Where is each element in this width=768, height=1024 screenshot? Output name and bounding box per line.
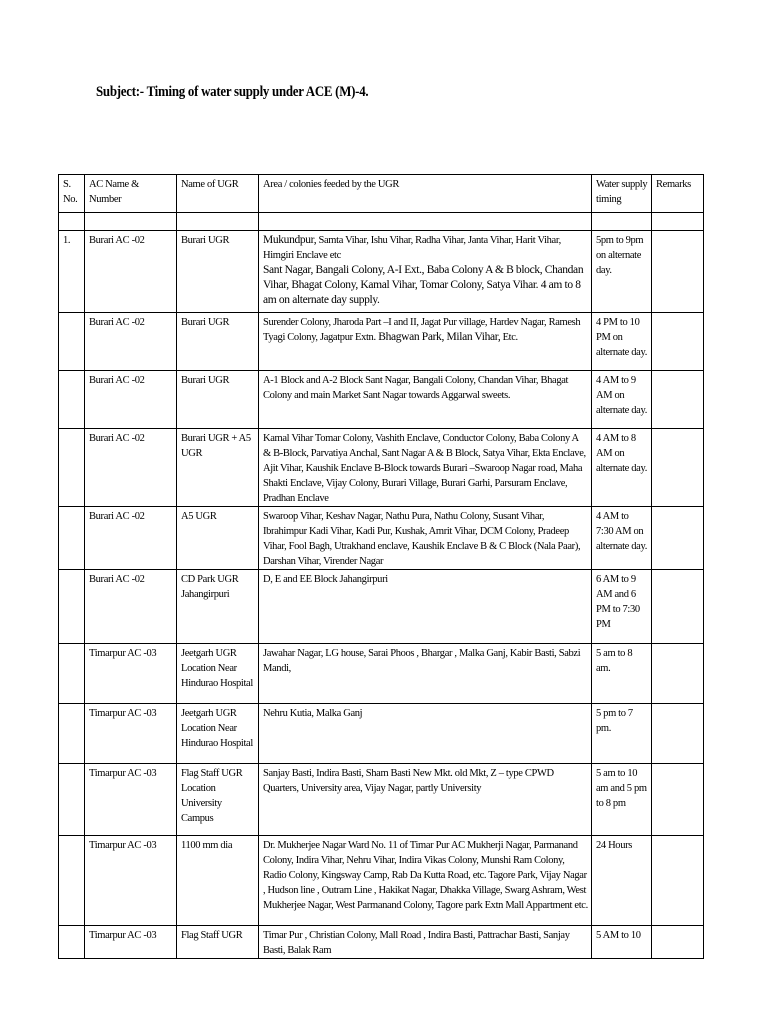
header-remarks: Remarks [652,175,704,213]
area-colonies: Sanjay Basti, Indira Basti, Sham Basti New Mkt. old Mkt, Z – type CPWD Quarters, University area, Vijay Nagar, partly University [259,764,592,836]
ac-name: Timarpur AC -03 [85,926,177,959]
supply-timing: 4 AM to 7:30 AM on alternate day. [592,507,652,570]
area-colonies: Swaroop Vihar, Keshav Nagar, Nathu Pura, Nathu Colony, Susant Vihar, Ibrahimpur Kadi Vihar, Kadi Pur, Kushak, Amrit Vihar, DCM Colony, Pradeep Vihar, Fool Bagh, Utrakhand enclave, Kaushik Enclave B & C Block (Nala Paar), Darshan Vihar, Virender Nagar [259,507,592,570]
remarks [652,926,704,959]
supply-timing: 5 pm to 7 pm. [592,704,652,764]
table-row [59,371,704,429]
remarks [652,570,704,644]
ugr-name: CD Park UGR Jahangirpuri [177,570,259,644]
header-ugr-name: Name of UGR [177,175,259,213]
ugr-name: Flag Staff UGR [177,926,259,959]
ugr-name: A5 UGR [177,507,259,570]
remarks [652,764,704,836]
remarks [652,429,704,507]
remarks [652,704,704,764]
area-colonies: Surender Colony, Jharoda Part –I and II, Jagat Pur village, Hardev Nagar, Ramesh Tyagi Colony, Jagatpur Extn. Bhagwan Park, Milan Vihar, Etc. [259,313,592,371]
ugr-name: 1100 mm dia [177,836,259,926]
spacer-row [59,213,704,231]
ugr-name: Burari UGR [177,231,259,313]
serial-number [59,644,85,704]
header-row [59,175,704,213]
supply-timing: 4 PM to 10 PM on alternate day. [592,313,652,371]
area-colonies: Kamal Vihar Tomar Colony, Vashith Enclave, Conductor Colony, Baba Colony A & B-Block, Parvatiya Anchal, Sant Nagar A & B Block, Satya Vihar, Ekta Enclave, Ajit Vihar, Kaushik Enclave B-Block towards Burari –Swaroop Nagar road, Maha Shakti Enclave, Vijay Colony, Burari Village, Burari Garhi, Parsuram Enclave, Pradhan Enclave [259,429,592,507]
supply-timing: 4 AM to 9 AM on alternate day. [592,371,652,429]
serial-number [59,704,85,764]
supply-timing: 5pm to 9pm on alternate day. [592,231,652,313]
table-row [59,313,704,371]
serial-number [59,507,85,570]
ac-name: Burari AC -02 [85,313,177,371]
area-colonies: Jawahar Nagar, LG house, Sarai Phoos , Bhargar , Malka Ganj, Kabir Basti, Sabzi Mandi, [259,644,592,704]
ac-name: Burari AC -02 [85,429,177,507]
ac-name: Timarpur AC -03 [85,704,177,764]
table-row [59,644,704,704]
ac-name: Timarpur AC -03 [85,644,177,704]
remarks [652,507,704,570]
serial-number: 1. [59,231,85,313]
water-supply-timing-table [58,174,704,959]
table-row [59,507,704,570]
serial-number [59,570,85,644]
ac-name: Burari AC -02 [85,371,177,429]
supply-timing: 5 AM to 10 [592,926,652,959]
table-row [59,926,704,959]
table-row [59,231,704,313]
area-colonies: Nehru Kutia, Malka Ganj [259,704,592,764]
serial-number [59,836,85,926]
ac-name: Timarpur AC -03 [85,836,177,926]
supply-timing: 5 am to 10 am and 5 pm to 8 pm [592,764,652,836]
ac-name: Timarpur AC -03 [85,764,177,836]
area-colonies: D, E and EE Block Jahangirpuri [259,570,592,644]
remarks [652,371,704,429]
ugr-name: Flag Staff UGR Location University Campus [177,764,259,836]
table-row [59,429,704,507]
table-row [59,764,704,836]
table-row [59,704,704,764]
remarks [652,644,704,704]
supply-timing: 5 am to 8 am. [592,644,652,704]
ac-name: Burari AC -02 [85,507,177,570]
table-row [59,836,704,926]
document-subject: Subject:- Timing of water supply under ACE (M)-4. [96,84,369,100]
ugr-name: Burari UGR + A5 UGR [177,429,259,507]
table-row [59,570,704,644]
ugr-name: Burari UGR [177,313,259,371]
serial-number [59,429,85,507]
remarks [652,231,704,313]
area-colonies: A-1 Block and A-2 Block Sant Nagar, Bangali Colony, Chandan Vihar, Bhagat Colony and main Market Sant Nagar towards Aggarwal sweets. [259,371,592,429]
supply-timing: 4 AM to 8 AM on alternate day. [592,429,652,507]
supply-timing: 6 AM to 9 AM and 6 PM to 7:30 PM [592,570,652,644]
header-timing: Water supply timing [592,175,652,213]
supply-timing: 24 Hours [592,836,652,926]
remarks [652,836,704,926]
serial-number [59,926,85,959]
area-colonies: Timar Pur , Christian Colony, Mall Road , Indira Basti, Pattrachar Basti, Sanjay Basti, Balak Ram [259,926,592,959]
serial-number [59,371,85,429]
ac-name: Burari AC -02 [85,570,177,644]
area-colonies: Dr. Mukherjee Nagar Ward No. 11 of Timar Pur AC Mukherji Nagar, Parmanand Colony, Indira Vihar, Nehru Vihar, Indira Vikas Colony, Munshi Ram Colony, Radio Colony, Kingsway Camp, Rab Da Kutta Road, etc. Tagore Park, Vijay Nagar , Hudson line , Outram Line , Hakikat Nagar, Dhakka Village, Swarg Ashram, West Mukherjee Nagar, West Parmanand Colony, Tagore park Extn Mall Appartment etc. [259,836,592,926]
ugr-name: Jeetgarh UGR Location Near Hindurao Hospital [177,644,259,704]
serial-number [59,764,85,836]
header-area: Area / colonies feeded by the UGR [259,175,592,213]
ac-name: Burari AC -02 [85,231,177,313]
serial-number [59,313,85,371]
area-colonies: Mukundpur, Samta Vihar, Ishu Vihar, Radha Vihar, Janta Vihar, Harit Vihar, Himgiri Enclave etc Sant Nagar, Bangali Colony, A-I Ext., Baba Colony A & B block, Chandan Vihar, Bhagat Colony, Kamal Vihar, Tomar Colony, Satya Vihar. 4 am to 8 am on alternate day supply. [259,231,592,313]
header-sno: S. No. [59,175,85,213]
remarks [652,313,704,371]
header-ac-name: AC Name & Number [85,175,177,213]
ugr-name: Burari UGR [177,371,259,429]
ugr-name: Jeetgarh UGR Location Near Hindurao Hospital [177,704,259,764]
